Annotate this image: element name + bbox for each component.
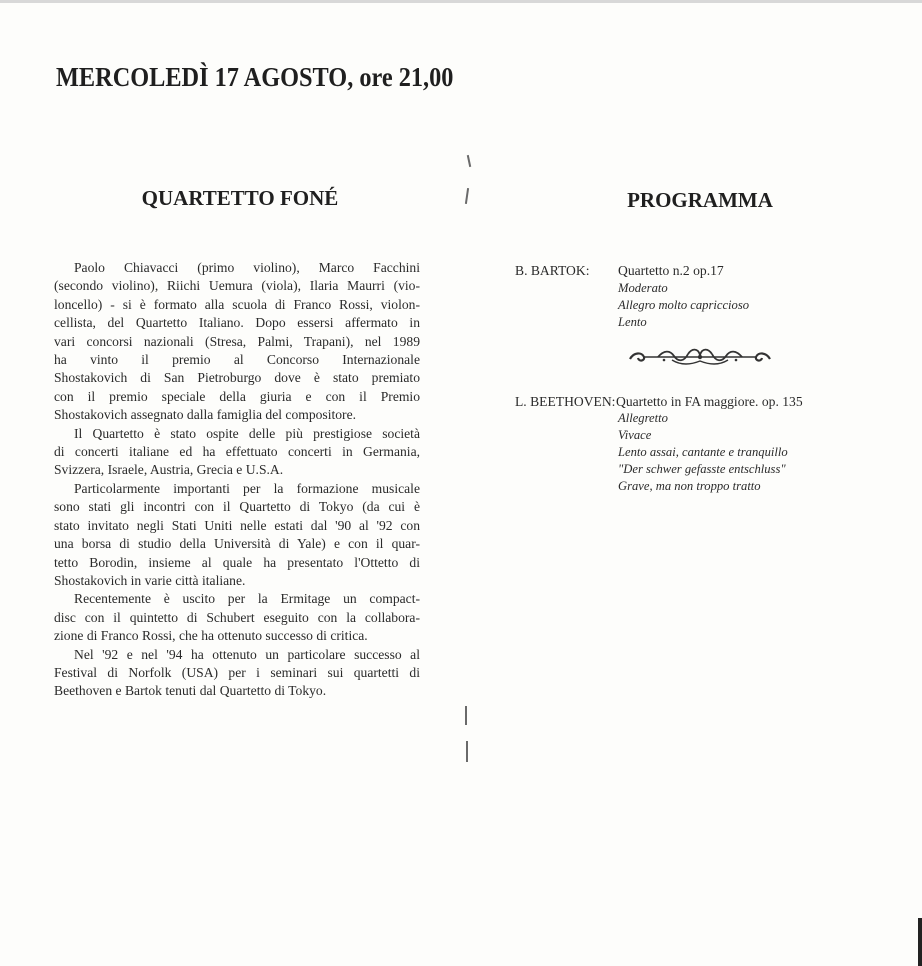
ensemble-biography <box>54 259 420 701</box>
movement: Allegretto <box>618 411 668 425</box>
biography-line: Festival di Norfolk (USA) per i seminari sui quartetti di <box>54 664 420 680</box>
movement: Vivace <box>618 428 652 442</box>
ornamental-divider-icon <box>628 348 772 366</box>
movement: Moderato <box>618 281 668 295</box>
scan-edge-bar <box>918 918 922 966</box>
work-title: Quartetto n.2 op.17 <box>618 263 724 278</box>
biography-line: una borsa di studio della Università di Yale) e con il quar- <box>54 536 420 552</box>
biography-line: Shostakovich di San Pietroburgo dove è stato premiato <box>54 370 420 386</box>
movement: Allegro molto capriccioso <box>618 298 750 312</box>
biography-line: Shostakovich in varie città italiane. <box>54 572 246 588</box>
biography-line: Recentemente è uscito per la Ermitage un compact- <box>74 591 420 607</box>
biography-line: disc con il quintetto di Schubert eseguito con la collabora- <box>54 609 420 625</box>
fold-mark <box>465 706 467 725</box>
scan-top-edge <box>0 0 922 3</box>
biography-line: con il premio speciale della giuria e con il Premio <box>54 388 420 404</box>
fold-mark <box>466 741 468 762</box>
biography-line: cellista, del Quartetto Italiano. Dopo essersi affermato in <box>54 315 420 331</box>
biography-line: Shostakovich assegnato dalla famiglia del compositore. <box>54 407 357 423</box>
movement: Lento <box>618 315 647 329</box>
biography-line: Beethoven e Bartok tenuti dal Quartetto di Tokyo. <box>54 683 327 699</box>
biography-line: Paolo Chiavacci (primo violino), Marco Facchini <box>74 260 420 275</box>
fold-mark <box>465 188 469 204</box>
program-title: PROGRAMMA <box>627 188 773 212</box>
work-title: Quartetto in FA maggiore. op. 135 <box>616 394 803 409</box>
fold-mark <box>467 155 471 167</box>
ensemble-title: QUARTETTO FONÉ <box>141 186 339 210</box>
biography-line: Il Quartetto è stato ospite delle più prestigiose società <box>74 425 420 441</box>
composer-name: B. BARTOK: <box>515 263 590 278</box>
composer-name: L. BEETHOVEN: <box>515 394 616 409</box>
biography-line: zione di Franco Rossi, che ha ottenuto successo di critica. <box>54 628 368 644</box>
movement: "Der schwer gefasste entschluss" <box>618 462 786 476</box>
movement: Grave, ma non troppo tratto <box>618 479 761 493</box>
program-item-bartok <box>515 262 815 332</box>
movement: Lento assai, cantante e tranquillo <box>618 445 788 459</box>
biography-line: Svizzera, Israele, Austria, Grecia e U.S.A. <box>54 462 284 478</box>
concert-date: MERCOLEDÌ 17 AGOSTO, ore 21,00 <box>56 62 454 92</box>
biography-line: stato invitato negli Stati Uniti nelle estati dal '90 al '92 con <box>54 517 420 533</box>
biography-line: Nel '92 e nel '94 ha ottenuto un particolare successo al <box>74 646 420 662</box>
biography-line: sono stati gli incontri con il Quartetto di Tokyo (da cui è <box>54 499 420 515</box>
biography-line: vari concorsi nazionali (Stresa, Palmi, Trapani), nel 1989 <box>54 333 420 349</box>
biography-line: tetto Borodin, insieme al quale ha presentato l'Ottetto di <box>54 554 420 570</box>
biography-line: ha vinto il premio al Concorso Internazionale <box>54 352 420 368</box>
biography-line: loncello) - si è formato alla scuola di Franco Rossi, violon- <box>54 296 420 312</box>
biography-line: Particolarmente importanti per la formazione musicale <box>74 480 420 496</box>
program-item-beethoven <box>515 393 845 493</box>
biography-line: di concerti italiane ed ha effettuato concerti in Germania, <box>54 444 420 460</box>
biography-line: (secondo violino), Riichi Uemura (viola), Ilaria Maurri (vio- <box>54 278 420 294</box>
